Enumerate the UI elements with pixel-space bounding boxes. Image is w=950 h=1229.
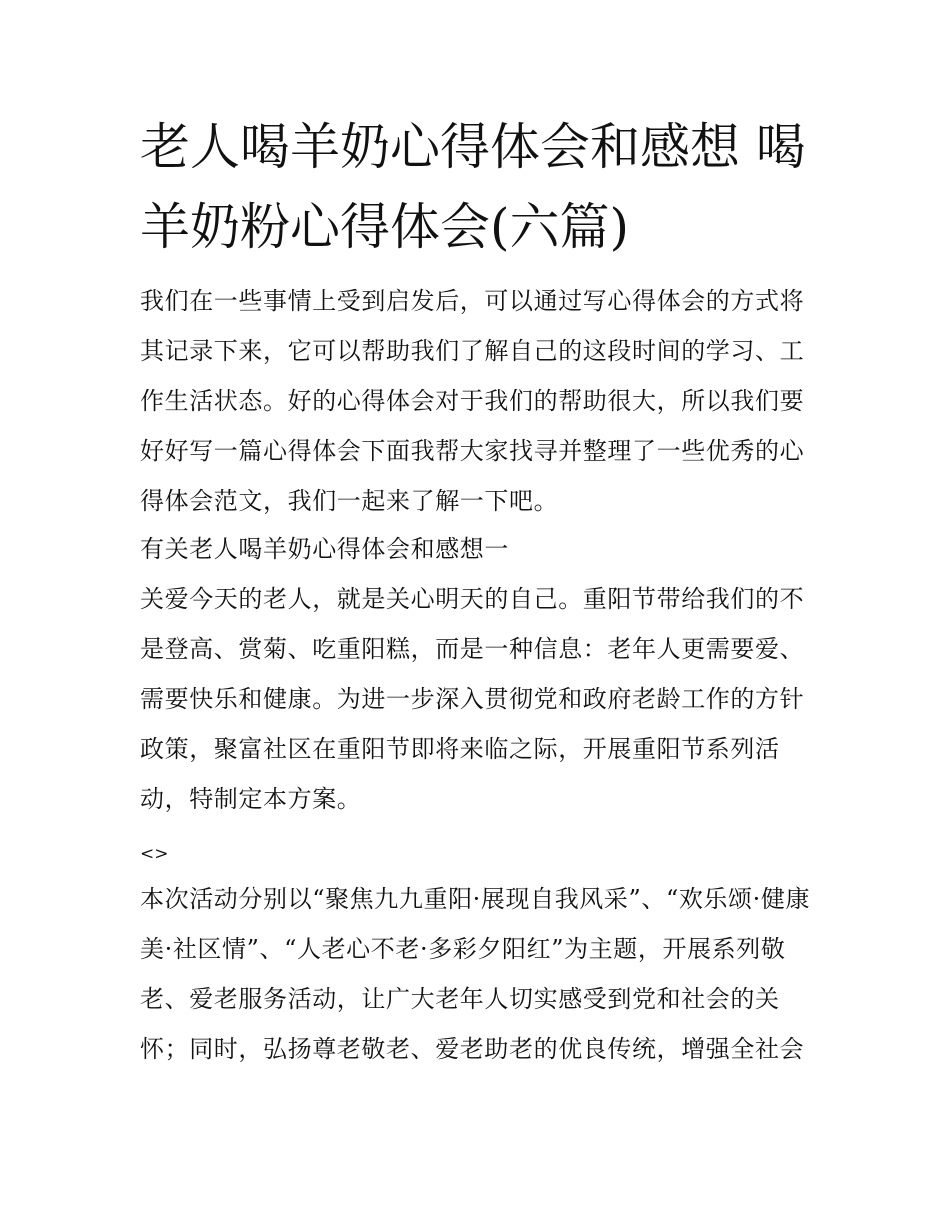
section-line-2: 是登高、赏菊、吃重阳糕，而是一种信息：老年人更需要爱、 — [140, 635, 805, 663]
document-title-line-2: 羊奶粉心得体会(六篇) — [140, 198, 630, 256]
intro-line-2: 其记录下来，它可以帮助我们了解自己的这段时间的学习、工 — [140, 337, 805, 365]
activity-line-2: 美·社区情”、“人老心不老·多彩夕阳红”为主题，开展系列敬 — [140, 935, 786, 963]
intro-line-1: 我们在一些事情上受到启发后，可以通过写心得体会的方式将 — [140, 287, 805, 315]
activity-line-1: 本次活动分别以“聚焦九九重阳·展现自我风采”、“欢乐颂·健康 — [140, 885, 811, 913]
activity-line-3: 老、爱老服务活动，让广大老年人切实感受到党和社会的关 — [140, 985, 780, 1013]
intro-line-5: 得体会范文，我们一起来了解一下吧。 — [140, 487, 559, 515]
section-line-1: 关爱今天的老人，就是关心明天的自己。重阳节带给我们的不 — [140, 585, 805, 613]
section-line-4: 政策，聚富社区在重阳节即将来临之际，开展重阳节系列活 — [140, 735, 780, 763]
section-line-5: 动，特制定本方案。 — [140, 785, 362, 813]
activity-line-4: 怀；同时，弘扬尊老敬老、爱老助老的优良传统，增强全社会 — [140, 1035, 805, 1063]
section-line-3: 需要快乐和健康。为进一步深入贯彻党和政府老龄工作的方针 — [140, 685, 805, 713]
document-title-line-1: 老人喝羊奶心得体会和感想 喝 — [140, 118, 806, 176]
placeholder-marker: <> — [140, 844, 169, 864]
intro-line-3: 作生活状态。好的心得体会对于我们的帮助很大，所以我们要 — [140, 387, 805, 415]
intro-line-4: 好好写一篇心得体会下面我帮大家找寻并整理了一些优秀的心 — [140, 437, 805, 465]
section-heading: 有关老人喝羊奶心得体会和感想一 — [140, 535, 509, 563]
